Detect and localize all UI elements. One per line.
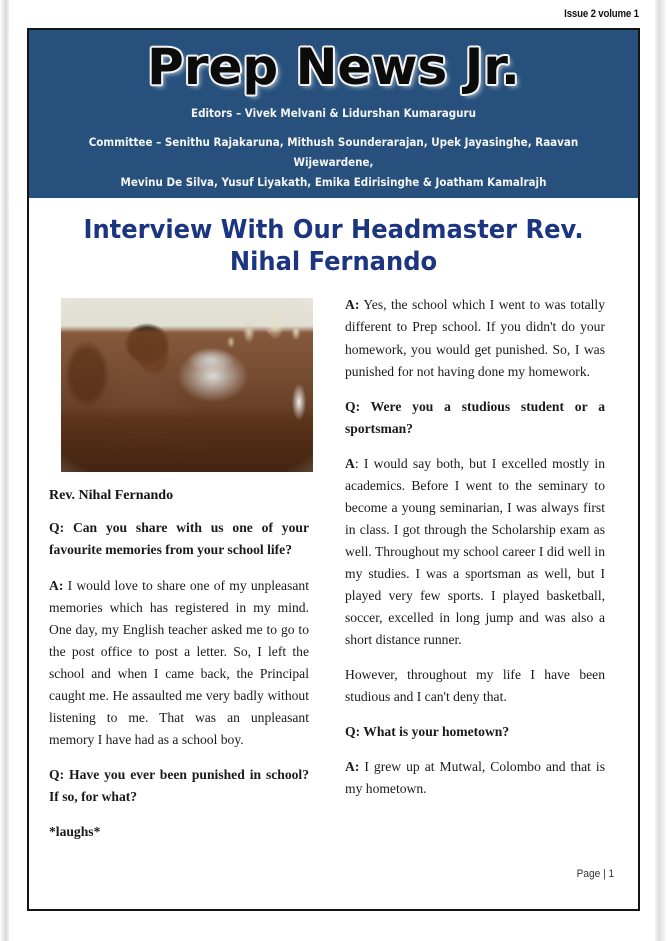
scan-gutter-left <box>0 0 9 941</box>
qa-text: However, throughout my life I have been studious and I can't deny that. <box>345 666 605 704</box>
masthead-committee <box>68 132 598 192</box>
qa-text: : I would say both, but I excelled mostly in academics. Before I went to the seminary to become a young seminarian, I was always first in class. I got through the Scholarship exam as well. Throughout my school career I did well in my studies. I was a sportsman as well, but I played very few sports. I played basketball, soccer, excelled in long jump and was also a short distance runner. <box>345 455 605 647</box>
left-column <box>43 294 315 842</box>
masthead-editors: Editors – Vivek Melvani & Lidurshan Kumaraguru <box>191 106 476 120</box>
qa-lead: A <box>345 455 355 471</box>
qa-text: Yes, the school which I went to was totally different to Prep school. If you didn't do your homework, you would get punished. So, I was punished for not having done my homework. <box>345 297 605 379</box>
scan-gutter-right <box>655 0 667 941</box>
qa-lead: Q: <box>345 723 361 739</box>
qa-paragraph <box>345 396 605 440</box>
headmaster-photo-image <box>61 298 313 472</box>
article-columns <box>43 294 624 842</box>
qa-text: What is your hometown? <box>360 723 510 739</box>
masthead-title: Prep News Jr. <box>147 38 520 96</box>
qa-paragraph <box>345 453 605 651</box>
qa-paragraph <box>49 517 309 561</box>
qa-text: Have you ever been punished in school? If so, for what? <box>49 766 309 804</box>
qa-lead: A: <box>345 297 360 313</box>
qa-lead: Q: <box>49 766 65 782</box>
article <box>29 214 638 924</box>
newsletter-frame <box>27 28 640 911</box>
issue-line: Issue 2 volume 1 <box>564 8 639 20</box>
qa-lead: Q: <box>345 398 361 414</box>
qa-paragraph <box>49 575 309 751</box>
masthead-committee-line-2: Mevinu De Silva, Yusuf Liyakath, Emika Edirisinghe & Joatham Kamalrajh <box>120 175 547 190</box>
qa-paragraph <box>345 664 605 708</box>
masthead-committee-line-1: Committee – Senithu Rajakaruna, Mithush Sounderarajan, Upek Jayasinghe, Raavan Wijewardene, <box>88 135 579 170</box>
qa-lead: *laughs* <box>49 823 101 839</box>
qa-paragraph <box>345 294 605 382</box>
masthead <box>29 30 638 198</box>
qa-paragraph <box>345 756 605 800</box>
page-number: Page | 1 <box>576 868 615 880</box>
headmaster-photo <box>61 298 313 472</box>
qa-paragraph <box>49 821 309 843</box>
qa-paragraph <box>49 764 309 808</box>
qa-text: I would love to share one of my unpleasant memories which has registered in my mind. One day, my English teacher asked me to go to the post office to post a letter. So, I left the school and when I came back, the Principal caught me. He assaulted me very badly without listening to me. That was an unpleasant memory I have had as a school boy. <box>49 577 309 747</box>
right-column <box>339 294 611 842</box>
article-headline: Interview With Our Headmaster Rev. Nihal Fernando <box>83 215 584 278</box>
qa-lead: A: <box>49 577 64 593</box>
qa-text: Can you share with us one of your favourite memories from your school life? <box>49 520 309 558</box>
qa-lead: A: <box>345 758 360 774</box>
qa-text: Were you a studious student or a sportsman? <box>345 398 605 436</box>
qa-text: I grew up at Mutwal, Colombo and that is my hometown. <box>345 758 605 796</box>
photo-caption: Rev. Nihal Fernando <box>49 488 174 504</box>
qa-lead: Q: <box>49 520 65 536</box>
qa-paragraph <box>345 721 605 743</box>
